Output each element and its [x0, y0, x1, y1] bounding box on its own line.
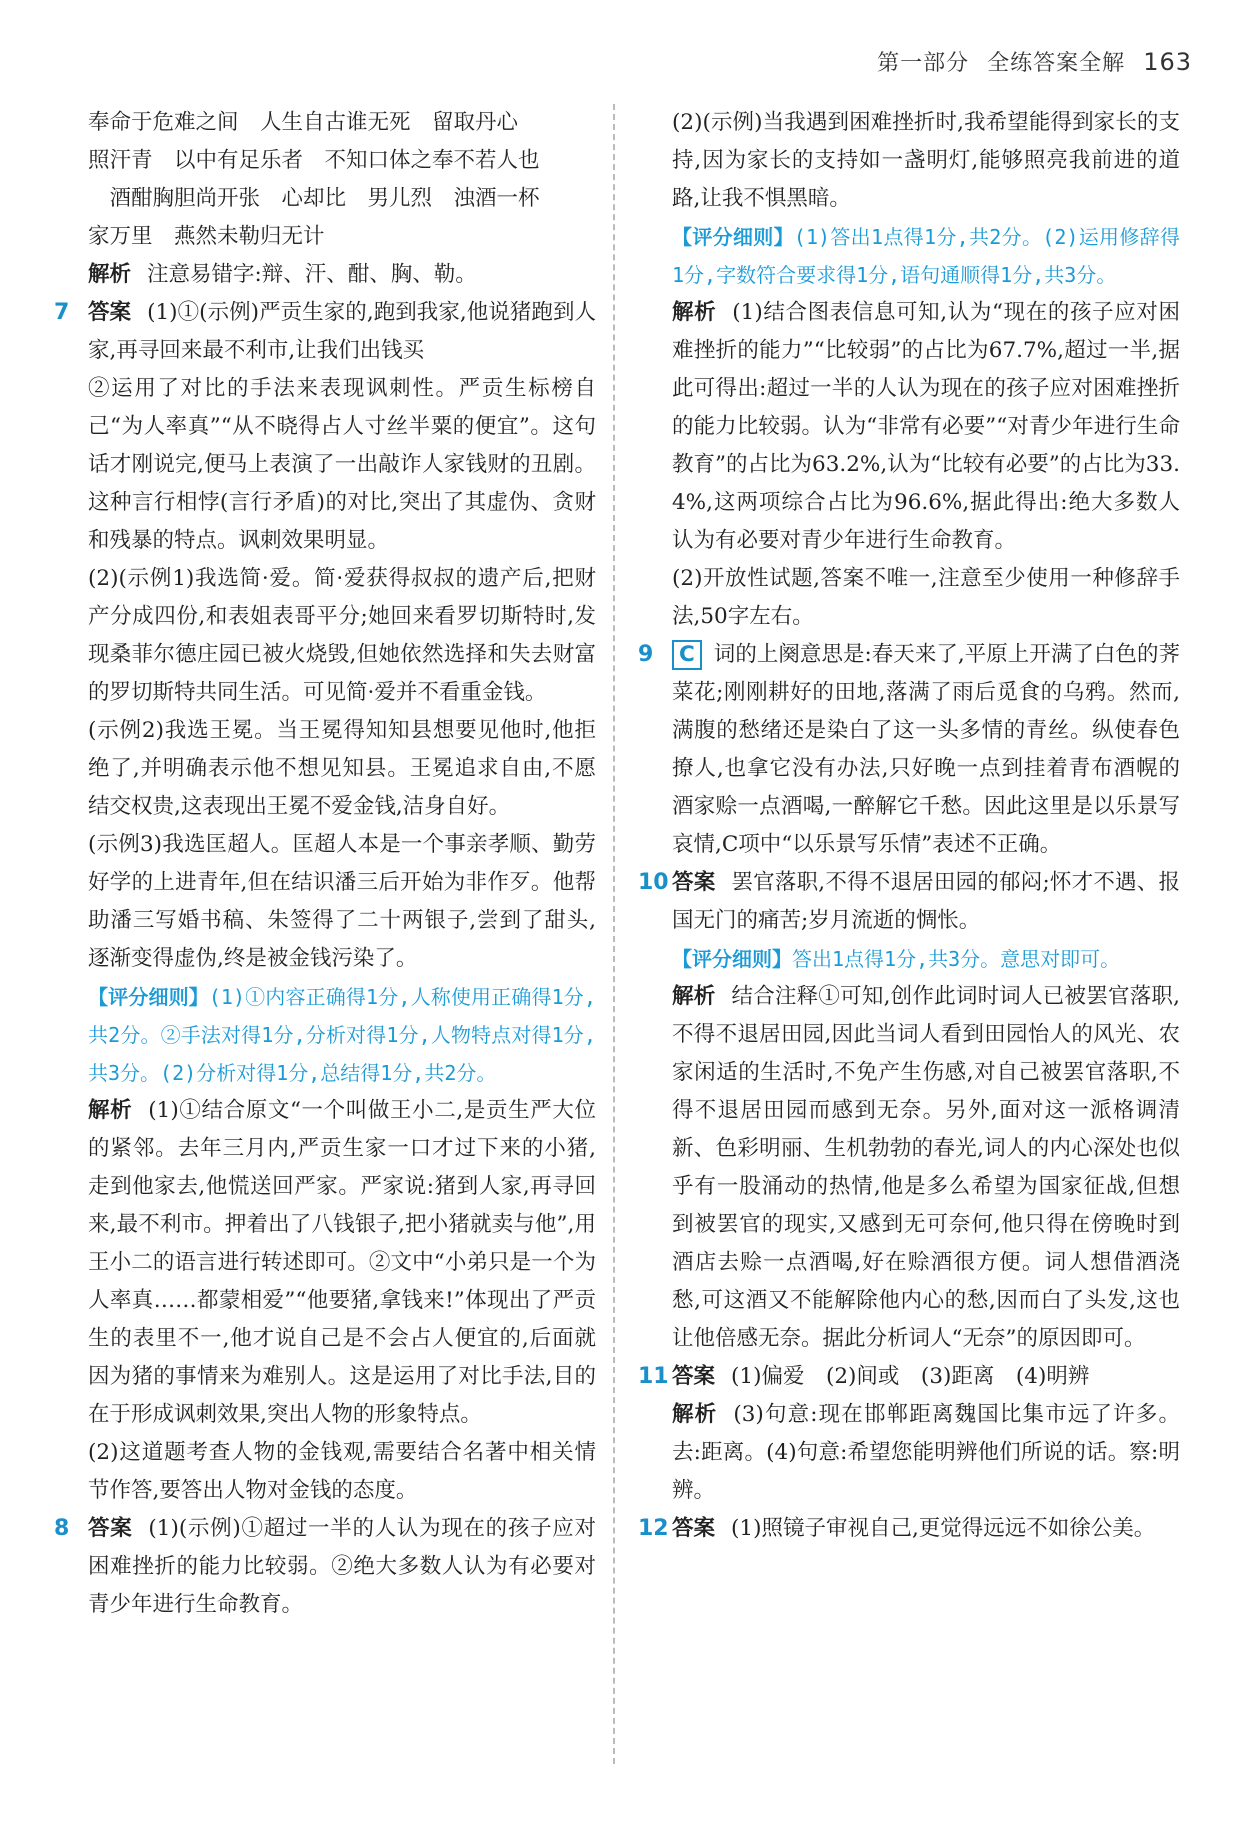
question-number: 11 [638, 1364, 669, 1389]
scoring-text: (1)答出1点得1分,共2分。(2)运用修辞得1分,字数符合要求得1分,语句通顺得1分,共3分。 [672, 225, 1180, 287]
scoring-label: 【评分细则】 [672, 225, 794, 249]
analysis-text: 结合注释①可知,创作此词时词人已被罢官落职,不得不退居田园,因此当词人看到田园怡人的风光、农家闲适的生活时,不免产生伤感,对自己被罢官落职,不得不退居田园而感到无奈。另外,面对这一派格调清新、色彩明丽、生机勃勃的春光,词人的内心深处也似乎有一股涌动的热情,他是多么希望为国家征战,但想到被罢官的现实,又感到无可奈何,他只得在傍晚时到酒店去赊一点酒喝,好在赊酒很方便。词人想借酒浇愁,可这酒又不能解除他内心的愁,因而白了头发,这也让他倍感无奈。据此分析词人“无奈”的原因即可。 [672, 984, 1180, 1351]
answer-label: 答案 [672, 1516, 716, 1541]
question-9 [638, 636, 1180, 864]
intro-line: 家万里 燕然未勒归无计 [88, 224, 325, 249]
answer-paragraph: (2)(示例1)我选简·爱。简·爱获得叔叔的遗产后,把财产分成四份,和表姐表哥平分;她回来看罗切斯特时,发现桑菲尔德庄园已被火烧毁,但她依然选择和失去财富的罗切斯特共同生活。可见简·爱并不看重金钱。 [88, 566, 596, 705]
answer-text: 罢官落职,不得不退居田园的郁闷;怀才不遇、报国无门的痛苦;岁月流逝的惆怅。 [672, 870, 1180, 933]
answer-paragraph: (2)(示例)当我遇到困难挫折时,我希望能得到家长的支持,因为家长的支持如一盏明灯,能够照亮我前进的道路,让我不惧黑暗。 [672, 110, 1180, 211]
answer-text: (1)(示例)①超过一半的人认为现在的孩子应对困难挫折的能力比较弱。②绝大多数人认为有必要对青少年进行生命教育。 [88, 1516, 596, 1617]
answer-label: 答案 [88, 300, 132, 325]
analysis-paragraph [672, 1396, 1180, 1510]
answer-paragraph [88, 294, 596, 370]
answer-paragraph [672, 1510, 1180, 1548]
question-7 [54, 294, 596, 1510]
answer-paragraph [672, 864, 1180, 940]
question-10 [638, 864, 1180, 1358]
question-number: 9 [638, 642, 654, 667]
answer-label: 答案 [88, 1516, 133, 1541]
question-number: 10 [638, 870, 669, 895]
intro-analysis [88, 256, 596, 294]
right-column [638, 104, 1180, 1548]
answer-label: 答案 [672, 870, 716, 895]
analysis-text: (1)①结合原文“一个叫做王小二,是贡生严大位的紧邻。去年三月内,严贡生家一口才过下来的小猪,走到他家去,他慌送回严家。严家说:猪到人家,再寻回来,最不利市。押着出了八钱银子,把小猪就卖与他”,用王小二的语言进行转述即可。②文中“小弟只是一个为人率真……都蒙相爱”“他要猪,拿钱来!”体现出了严贡生的表里不一,他才说自己是不会占人便宜的,后面就因为猪的事情来为难别人。这是运用了对比手法,目的在于形成讽刺效果,突出人物的形象特点。 [88, 1098, 596, 1427]
scoring-rules [672, 218, 1180, 294]
question-number: 7 [54, 300, 70, 325]
analysis-paragraph [672, 978, 1180, 1358]
scoring-text: (1)①内容正确得1分,人称使用正确得1分,共2分。②手法对得1分,分析对得1分,人物特点对得1分,共3分。(2)分析对得1分,总结得1分,共2分。 [88, 985, 596, 1085]
analysis-paragraph: (2)这道题考查人物的金钱观,需要结合名著中相关情节作答,要答出人物对金钱的态度。 [88, 1440, 596, 1503]
analysis-label: 解析 [672, 1402, 718, 1427]
analysis-label: 解析 [672, 300, 717, 325]
answer-paragraph [672, 1358, 1180, 1396]
analysis-label: 解析 [88, 1098, 133, 1123]
intro-line: 酒酣胸胆尚开张 心却比 男儿烈 浊酒一杯 [88, 186, 540, 211]
answer-paragraph [672, 636, 1180, 864]
page-header [877, 46, 1192, 77]
answer-text: (1)照镜子审视自己,更觉得远远不如徐公美。 [731, 1516, 1156, 1541]
scoring-label: 【评分细则】 [88, 985, 209, 1009]
answer-label: 答案 [672, 1364, 716, 1389]
question-11 [638, 1358, 1180, 1510]
analysis-label: 解析 [672, 984, 716, 1009]
analysis-text: (1)结合图表信息可知,认为“现在的孩子应对困难挫折的能力”“比较弱”的占比为67.7%,超过一半,据此可得出:超过一半的人认为现在的孩子应对困难挫折的能力比较弱。认为“非常有必要”“对青少年进行生命教育”的占比为63.2%,认为“比较有必要”的占比为33.4%,这两项综合占比为96.6%,据此得出:绝大多数人认为有必要对青少年进行生命教育。 [672, 300, 1180, 553]
scoring-label: 【评分细则】 [672, 947, 792, 971]
answer-paragraph [88, 1510, 596, 1624]
analysis-paragraph: (2)开放性试题,答案不唯一,注意至少使用一种修辞手法,50字左右。 [672, 566, 1180, 629]
scoring-rules [88, 978, 596, 1092]
analysis-text: (3)句意:现在邯郸距离魏国比集市远了许多。去:距离。(4)句意:希望您能明辨他们所说的话。察:明辨。 [672, 1402, 1180, 1503]
question-12 [638, 1510, 1180, 1548]
analysis-paragraph [672, 294, 1180, 560]
question-number: 8 [54, 1516, 70, 1541]
page-number: 163 [1143, 48, 1192, 76]
column-divider [613, 104, 615, 1764]
section-label: 第一部分 [877, 51, 970, 76]
question-number: 12 [638, 1516, 669, 1541]
answer-text: (1)偏爱 (2)间或 (3)距离 (4)明辨 [731, 1364, 1090, 1389]
answer-paragraph: (示例3)我选匡超人。匡超人本是一个事亲孝顺、勤劳好学的上进青年,但在结识潘三后开始为非作歹。他帮助潘三写婚书稿、朱签得了二十两银子,尝到了甜头,逐渐变得虚伪,终是被金钱污染了。 [88, 832, 596, 971]
intro-line: 照汗青 以中有足乐者 不知口体之奉不若人也 [88, 148, 540, 173]
analysis-text: 注意易错字:辩、汗、酣、胸、勒。 [147, 262, 477, 287]
question-8 [54, 1510, 596, 1624]
left-column [54, 104, 596, 1624]
choice-answer: C [672, 640, 702, 670]
answer-paragraph: ②运用了对比的手法来表现讽刺性。严贡生标榜自己“为人率真”“从不晓得占人寸丝半粟的便宜”。这句话才刚说完,便马上表演了一出敲诈人家钱财的丑剧。这种言行相悖(言行矛盾)的对比,突出了其虚伪、贪财和残暴的特点。讽刺效果明显。 [88, 376, 596, 553]
book-title: 全练答案全解 [987, 51, 1126, 76]
analysis-label: 解析 [88, 262, 132, 287]
answer-paragraph: (示例2)我选王冕。当王冕得知知县想要见他时,他拒绝了,并明确表示他不想见知县。王冕追求自由,不愿结交权贵,这表现出王冕不爱金钱,洁身自好。 [88, 718, 596, 819]
analysis-paragraph [88, 1092, 596, 1434]
scoring-rules [672, 940, 1180, 978]
intro-line: 奉命于危难之间 人生自古谁无死 留取丹心 [88, 110, 519, 135]
scoring-text: 答出1点得1分,共3分。意思对即可。 [792, 947, 1121, 971]
answer-text: 词的上阕意思是:春天来了,平原上开满了白色的荠菜花;刚刚耕好的田地,落满了雨后觅食的乌鸦。然而,满腹的愁绪还是染白了这一头多情的青丝。纵使春色撩人,也拿它没有办法,只好晚一点到挂着青布酒幌的酒家赊一点酒喝,一醉解它千愁。因此这里是以乐景写哀情,C项中“以乐景写乐情”表述不正确。 [672, 642, 1180, 857]
answer-text: (1)①(示例)严贡生家的,跑到我家,他说猪跑到人家,再寻回来最不利市,让我们出钱买 [88, 300, 596, 363]
